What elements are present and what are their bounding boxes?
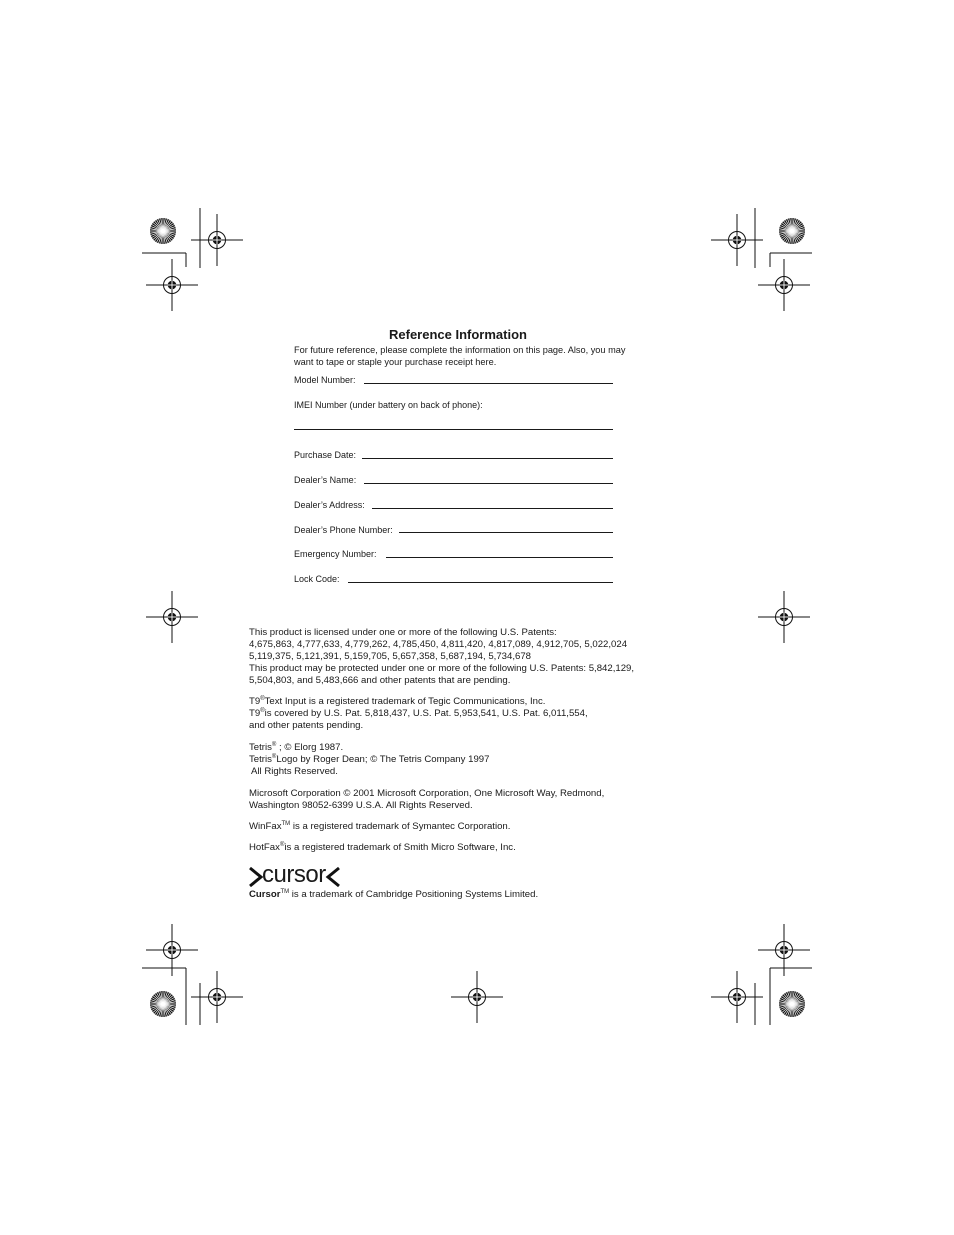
registered-mark: ® [271, 754, 277, 760]
registration-mark-icon [191, 214, 243, 266]
registration-mark-icon [146, 591, 198, 643]
intro-line: For future reference, please complete the information on this page. Also, you may [294, 345, 626, 355]
patents-line: 4,675,863, 4,777,633, 4,779,262, 4,785,450, 4,811,420, 4,817,089, 4,912,705, 5,022,024 [249, 639, 628, 650]
patents-line: 5,119,375, 5,121,391, 5,159,705, 5,657,358, 5,687,194, 5,734,678 [249, 651, 532, 662]
microsoft-line: Microsoft Corporation © 2001 Microsoft Corporation, One Microsoft Way, Redmond, [249, 788, 605, 799]
registered-mark: ® [279, 842, 285, 848]
cursor-name: Cursor [249, 889, 281, 900]
dealer-name-field[interactable] [364, 483, 613, 484]
intro-text [294, 345, 634, 368]
microsoft-paragraph [249, 788, 669, 812]
hotfax-paragraph [249, 842, 669, 854]
tetris-text: All Rights Reserved. [251, 766, 338, 777]
purchase-date-field[interactable] [362, 458, 613, 459]
model-number-label: Model Number: [294, 375, 356, 385]
cursor-paragraph [249, 889, 669, 901]
dealer-address-label: Dealer’s Address: [294, 500, 365, 510]
tetris-name: Tetris [249, 754, 272, 765]
dealer-name-label: Dealer’s Name: [294, 475, 357, 485]
patents-paragraph [249, 627, 669, 687]
dealer-address-field[interactable] [372, 508, 613, 509]
registered-mark: ® [260, 696, 265, 702]
page-title: Reference Information [389, 327, 527, 342]
registration-mark-icon [451, 971, 503, 1023]
emergency-number-label: Emergency Number: [294, 549, 377, 559]
t9-name: T9 [249, 708, 261, 719]
winfax-name: WinFax [249, 821, 282, 832]
registered-mark: ® [260, 708, 265, 714]
imei-number-label: IMEI Number (under battery on back of phone): [294, 400, 483, 410]
model-number-field[interactable] [364, 383, 613, 384]
microsoft-line: Washington 98052-6399 U.S.A. All Rights Reserved. [249, 800, 473, 811]
lock-code-label: Lock Code: [294, 574, 340, 584]
emergency-number-field[interactable] [386, 557, 613, 558]
hotfax-text: is a registered trademark of Smith Micro Software, Inc. [284, 842, 516, 853]
dealer-phone-field[interactable] [399, 532, 613, 533]
registration-mark-icon [146, 259, 198, 311]
t9-text: Text Input is a registered trademark of Tegic Communications, Inc. [264, 696, 546, 707]
t9-text: and other patents pending. [249, 720, 364, 731]
lock-code-field[interactable] [348, 582, 613, 583]
tetris-text: ; © Elorg 1987. [276, 742, 344, 753]
registration-mark-icon [191, 971, 243, 1023]
tetris-name: Tetris [249, 742, 272, 753]
purchase-date-label: Purchase Date: [294, 450, 357, 460]
winfax-paragraph [249, 821, 669, 833]
hotfax-name: HotFax [249, 842, 280, 853]
patents-line: This product is licensed under one or more of the following U.S. Patents: [249, 627, 557, 638]
trademark-mark: TM [280, 889, 290, 895]
patents-line: 5,504,803, and 5,483,666 and other patents that are pending. [249, 675, 511, 686]
tetris-text: Logo by Roger Dean; © The Tetris Company 1997 [276, 754, 490, 765]
registration-mark-icon [758, 259, 810, 311]
dealer-phone-label: Dealer’s Phone Number: [294, 525, 393, 535]
trademark-mark: TM [281, 821, 291, 827]
registration-mark-icon [758, 591, 810, 643]
cursor-logo-text: cursor [262, 861, 326, 888]
patents-line: This product may be protected under one or more of the following U.S. Patents: 5,842,129, [249, 663, 635, 674]
cursor-text: is a trademark of Cambridge Positioning Systems Limited. [289, 889, 539, 900]
imei-number-field[interactable] [294, 429, 613, 430]
t9-name: T9 [249, 696, 261, 707]
winfax-text: is a registered trademark of Symantec Corporation. [290, 821, 511, 832]
t9-text: is covered by U.S. Pat. 5,818,437, U.S. Pat. 5,953,541, U.S. Pat. 6,011,554, [264, 708, 588, 719]
tetris-paragraph [249, 742, 669, 778]
registered-mark: ® [271, 742, 277, 748]
t9-paragraph [249, 696, 669, 732]
intro-line: want to tape or staple your purchase receipt here. [294, 356, 497, 367]
